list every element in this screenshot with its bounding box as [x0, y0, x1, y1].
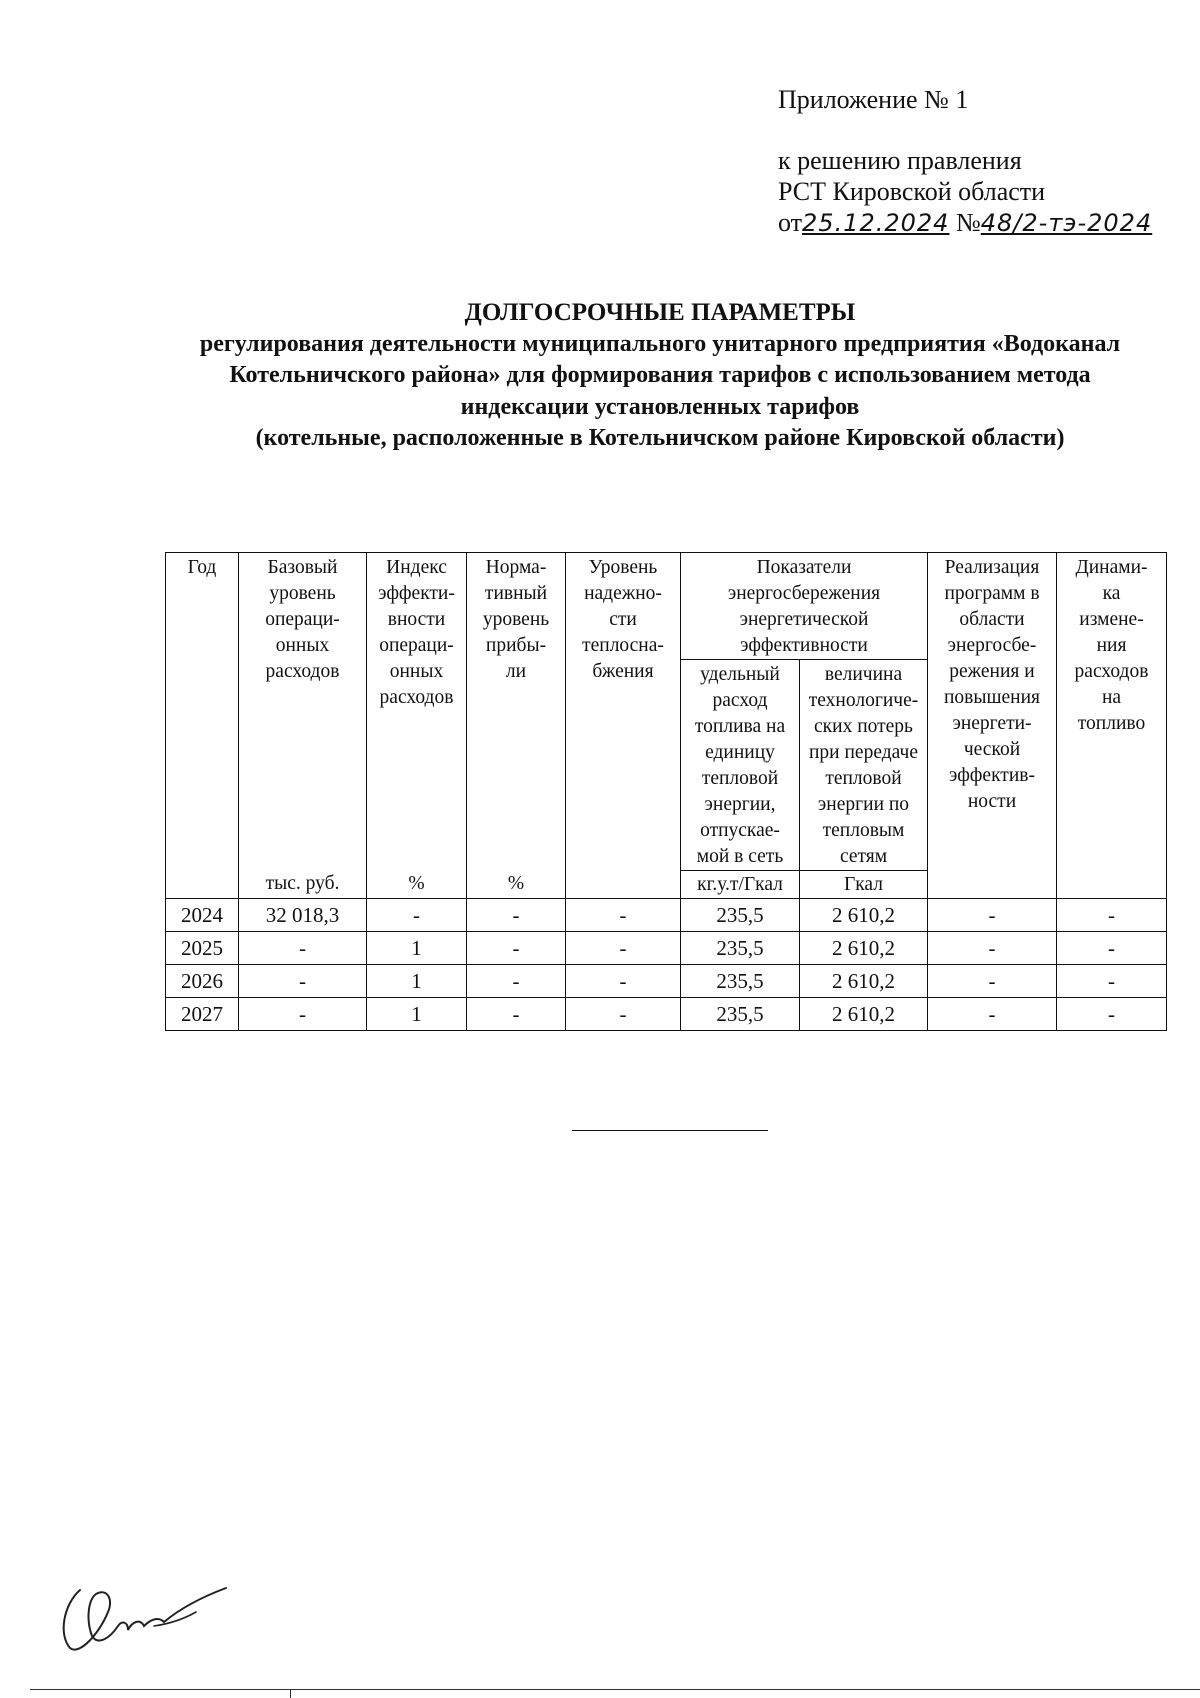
closing-divider: [572, 1130, 768, 1131]
parameters-table: [165, 552, 1167, 1031]
header-programs: Реализация программ в области энергосбе- режения и повышения энергети- ческой эффектив- ности: [928, 553, 1057, 899]
unit-losses: Гкал: [800, 871, 928, 899]
cell-profit-level: -: [467, 998, 566, 1031]
cell-efficiency-index: 1: [367, 998, 467, 1031]
header-base-level: Базовый уровень операци- онных расходов: [239, 553, 367, 871]
cell-year: 2024: [166, 899, 239, 932]
unit-efficiency-index: %: [367, 871, 467, 899]
cell-programs: -: [928, 899, 1057, 932]
cell-base-level: -: [239, 932, 367, 965]
cell-fuel-dynamics: -: [1057, 899, 1167, 932]
cell-losses: 2 610,2: [800, 965, 928, 998]
handwritten-signature: [58, 1582, 238, 1656]
unit-profit-level: %: [467, 871, 566, 899]
annex-block: [778, 84, 1152, 239]
cell-fuel-rate: 235,5: [681, 965, 800, 998]
header-energy-group: Показатели энергосбережения энергетической эффективности: [681, 553, 928, 660]
cell-year: 2025: [166, 932, 239, 965]
header-year: Год: [166, 553, 239, 871]
cell-programs: -: [928, 965, 1057, 998]
unit-fuel-rate: кг.у.т/Гкал: [681, 871, 800, 899]
annex-number: Приложение № 1: [778, 85, 969, 114]
cell-profit-level: -: [467, 932, 566, 965]
unit-year: [166, 871, 239, 899]
cell-reliability: -: [566, 965, 681, 998]
cell-reliability: -: [566, 899, 681, 932]
cell-programs: -: [928, 932, 1057, 965]
table-row: [166, 998, 1167, 1031]
annex-date-line: [778, 207, 1152, 239]
cell-fuel-dynamics: -: [1057, 965, 1167, 998]
page-bottom-tick: [290, 1689, 291, 1698]
header-losses: величина технологиче- ских потерь при передаче тепловой энергии по тепловым сетям: [800, 660, 928, 871]
cell-efficiency-index: 1: [367, 932, 467, 965]
document-title: [180, 297, 1140, 455]
cell-fuel-rate: 235,5: [681, 932, 800, 965]
cell-profit-level: -: [467, 899, 566, 932]
cell-reliability: -: [566, 932, 681, 965]
header-fuel-rate: удельный расход топлива на единицу тепловой энергии, отпускае- мой в сеть: [681, 660, 800, 871]
cell-efficiency-index: -: [367, 899, 467, 932]
annex-authority: РСТ Кировской области: [778, 177, 1046, 206]
table-row: [166, 965, 1167, 998]
page-bottom-rule: [30, 1689, 1200, 1690]
annex-date-prefix: от: [778, 208, 803, 237]
title-subtitle: регулирования деятельности муниципального унитарного предприятия «Водоканал Котельничского района» для формирования тарифов с использованием метода индексации установленных тарифов: [199, 330, 1121, 420]
title-note: (котельные, расположенные в Котельничском районе Кировской области): [255, 425, 1065, 451]
unit-base-level: тыс. руб.: [239, 871, 367, 899]
cell-base-level: -: [239, 998, 367, 1031]
cell-profit-level: -: [467, 965, 566, 998]
header-fuel-dynamics: Динами- ка измене- ния расходов на топливо: [1057, 553, 1167, 899]
table-row: [166, 932, 1167, 965]
cell-fuel-dynamics: -: [1057, 932, 1167, 965]
cell-base-level: 32 018,3: [239, 899, 367, 932]
cell-base-level: -: [239, 965, 367, 998]
cell-year: 2027: [166, 998, 239, 1031]
header-efficiency-index: Индекс эффекти- вности операци- онных расходов: [367, 553, 467, 871]
cell-fuel-rate: 235,5: [681, 899, 800, 932]
cell-losses: 2 610,2: [800, 932, 928, 965]
cell-fuel-dynamics: -: [1057, 998, 1167, 1031]
cell-fuel-rate: 235,5: [681, 998, 800, 1031]
cell-losses: 2 610,2: [800, 998, 928, 1031]
cell-losses: 2 610,2: [800, 899, 928, 932]
cell-reliability: -: [566, 998, 681, 1031]
annex-number-value: 48/2-тэ-2024: [980, 209, 1153, 237]
title-main: ДОЛГОСРОЧНЫЕ ПАРАМЕТРЫ: [464, 299, 856, 326]
annex-decision-label: к решению правления: [778, 146, 1022, 175]
cell-year: 2026: [166, 965, 239, 998]
cell-programs: -: [928, 998, 1057, 1031]
cell-efficiency-index: 1: [367, 965, 467, 998]
header-profit-level: Норма- тивный уровень прибы- ли: [467, 553, 566, 871]
annex-date-value: 25.12.2024: [802, 209, 950, 237]
header-reliability: Уровень надежно- сти теплосна- бжения: [566, 553, 681, 899]
table-row: [166, 899, 1167, 932]
annex-number-prefix: №: [955, 208, 981, 237]
